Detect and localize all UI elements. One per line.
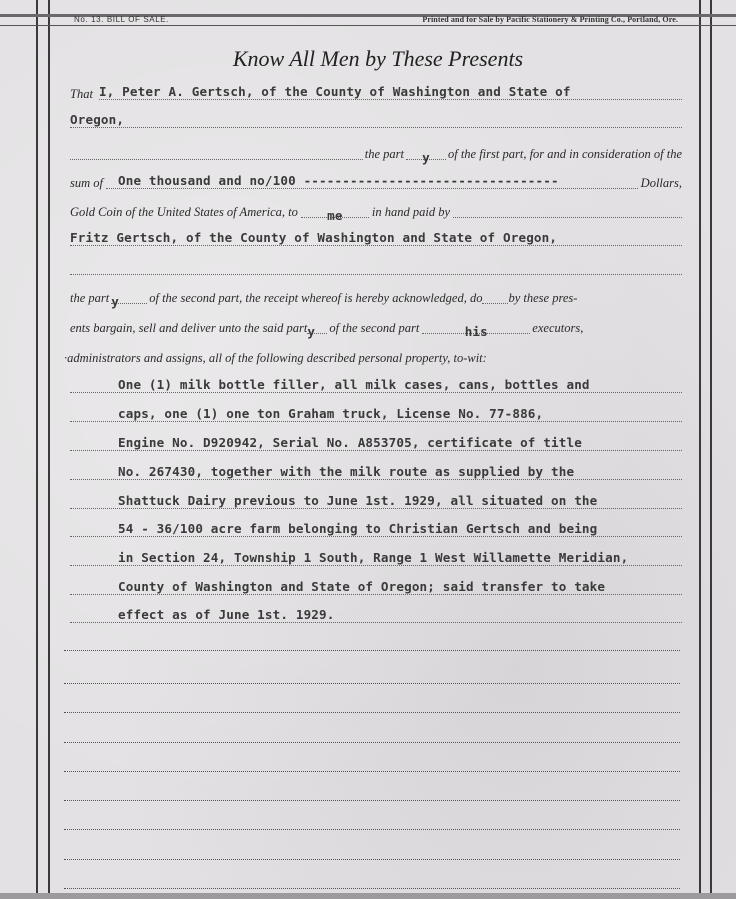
property-text: effect as of June 1st. 1929. bbox=[118, 607, 335, 622]
sum-of-label: sum of bbox=[70, 176, 103, 190]
document-title: Know All Men by These Presents bbox=[232, 46, 524, 71]
grantee-field-2[interactable] bbox=[70, 260, 682, 275]
dollars-label: Dollars, bbox=[640, 176, 682, 190]
bargain-line bbox=[70, 316, 682, 339]
paid-by-blank[interactable] bbox=[453, 203, 682, 218]
blank-line[interactable] bbox=[64, 829, 680, 830]
that-label: That bbox=[70, 87, 93, 101]
the-part-label-2: the part bbox=[70, 291, 110, 305]
party-suffix-3: y bbox=[307, 324, 316, 339]
property-line bbox=[70, 375, 682, 395]
grantor-field-1[interactable] bbox=[99, 85, 682, 100]
pronoun-field[interactable] bbox=[422, 321, 530, 339]
grantee-line-1 bbox=[70, 228, 682, 248]
right-border-outer bbox=[710, 0, 712, 893]
blank-line[interactable] bbox=[64, 888, 680, 889]
blank-line[interactable] bbox=[64, 712, 680, 713]
property-line bbox=[70, 605, 682, 625]
blank-line[interactable] bbox=[64, 683, 680, 684]
party-suffix-2: y bbox=[111, 294, 119, 309]
property-text: Engine No. D920942, Serial No. A853705, certificate of title bbox=[118, 435, 582, 450]
grantee-line-2 bbox=[70, 257, 682, 277]
sum-amount-field[interactable] bbox=[106, 174, 638, 189]
property-field[interactable] bbox=[70, 465, 682, 480]
blank-line[interactable] bbox=[64, 859, 680, 860]
party-suffix-field-1[interactable] bbox=[406, 147, 446, 165]
grantee-field-1[interactable] bbox=[70, 231, 682, 246]
property-field[interactable] bbox=[70, 522, 682, 537]
property-text: in Section 24, Township 1 South, Range 1 West Willamette Meridian, bbox=[118, 550, 629, 565]
left-border-outer bbox=[36, 0, 38, 893]
property-line bbox=[70, 462, 682, 482]
property-field[interactable] bbox=[70, 494, 682, 509]
executors-label: executors, bbox=[532, 321, 584, 335]
of-second-part-label: of the second part bbox=[329, 321, 420, 335]
gold-coin-line bbox=[70, 200, 682, 223]
administrators-line bbox=[64, 346, 676, 366]
property-field[interactable] bbox=[70, 608, 682, 623]
right-border-inner bbox=[699, 0, 701, 893]
property-line bbox=[70, 577, 682, 597]
property-field[interactable] bbox=[70, 436, 682, 451]
blank-line[interactable] bbox=[64, 742, 680, 743]
property-text: Shattuck Dairy previous to June 1st. 1929, all situated on the bbox=[118, 493, 598, 508]
paid-to: me bbox=[327, 208, 343, 223]
scan-edge bbox=[0, 893, 736, 899]
sum-amount: One thousand and no/100 --------------------------------- bbox=[118, 173, 559, 188]
property-field[interactable] bbox=[70, 580, 682, 595]
property-line bbox=[70, 491, 682, 511]
property-text: 54 - 36/100 acre farm belonging to Christian Gertsch and being bbox=[118, 521, 598, 536]
first-part-line bbox=[70, 142, 682, 165]
property-text: caps, one (1) one ton Graham truck, License No. 77-886, bbox=[118, 406, 544, 421]
property-line bbox=[70, 404, 682, 424]
printer-credit: Printed and for Sale by Pacific Stationery & Printing Co., Portland, Ore. bbox=[422, 15, 678, 24]
property-line bbox=[70, 433, 682, 453]
blank-line[interactable] bbox=[64, 771, 680, 772]
property-field[interactable] bbox=[70, 378, 682, 393]
in-hand-paid-by-label: in hand paid by bbox=[371, 205, 450, 219]
blank-line[interactable] bbox=[64, 650, 680, 651]
do-blank[interactable] bbox=[482, 291, 508, 304]
property-text: No. 267430, together with the milk route as supplied by the bbox=[118, 464, 575, 479]
party-suffix-field-2[interactable] bbox=[111, 291, 147, 309]
first-part-blank[interactable] bbox=[70, 145, 363, 160]
property-line bbox=[70, 548, 682, 568]
pronoun: his bbox=[464, 324, 488, 339]
administrators-text: ·administrators and assigns, all of the following described personal property, to-wit: bbox=[64, 351, 487, 365]
grantor-field-2[interactable] bbox=[70, 113, 682, 128]
party-suffix-field-3[interactable] bbox=[307, 321, 327, 339]
paid-to-field[interactable] bbox=[301, 205, 369, 223]
the-part-label-1: the part bbox=[364, 147, 404, 161]
second-part-text: of the second part, the receipt whereof is hereby acknowledged, do bbox=[149, 291, 483, 305]
second-part-line bbox=[70, 286, 682, 309]
property-text: County of Washington and State of Oregon; said transfer to take bbox=[118, 579, 606, 594]
property-text: One (1) milk bottle filler, all milk cases, cans, bottles and bbox=[118, 377, 590, 392]
by-these-pres: by these pres- bbox=[508, 291, 578, 305]
grantor-text-1: I, Peter A. Gertsch, of the County of Washington and State of bbox=[98, 84, 571, 99]
blank-line[interactable] bbox=[64, 800, 680, 801]
grantor-line-1 bbox=[70, 82, 682, 102]
form-number: No. 13. BILL OF SALE. bbox=[74, 15, 170, 24]
grantor-line-2 bbox=[70, 110, 682, 130]
grantee-text-1: Fritz Gertsch, of the County of Washington and State of Oregon, bbox=[70, 230, 558, 245]
sum-line bbox=[70, 171, 682, 191]
header-bottom-rule bbox=[0, 25, 736, 26]
party-suffix-1: y bbox=[422, 150, 430, 165]
property-line bbox=[70, 519, 682, 539]
left-border-inner bbox=[48, 0, 50, 893]
first-part-text: of the first part, for and in consideration of the bbox=[447, 147, 682, 161]
ents-bargain-text: ents bargain, sell and deliver unto the said part bbox=[70, 321, 308, 335]
property-field[interactable] bbox=[70, 407, 682, 422]
gold-coin-text: Gold Coin of the United States of America, to bbox=[70, 205, 298, 219]
grantor-text-2: Oregon, bbox=[70, 112, 125, 127]
property-field[interactable] bbox=[70, 551, 682, 566]
